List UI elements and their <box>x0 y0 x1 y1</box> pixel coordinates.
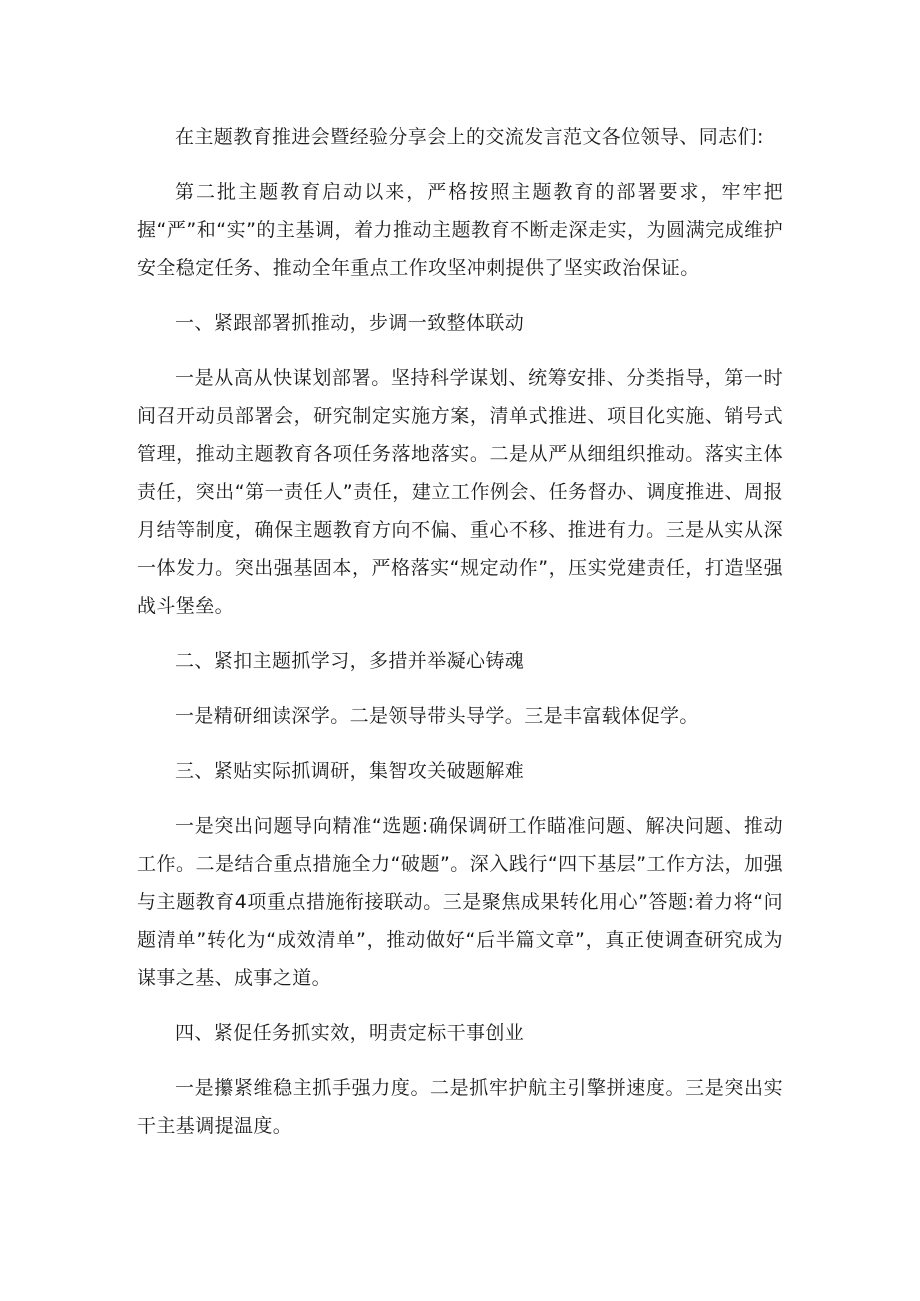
section-body-2: 一是精研细读深学。二是领导带头导学。三是丰富载体促学。 <box>175 705 699 727</box>
section-body-3: 一是突出问题导向精准“选题:确保调研工作瞄准问题、解决问题、推动工作。二是结合重点措施全力“破题”。深入践行“四下基层”工作方法，加强与主题教育4项重点措施衔接联动。三是聚焦成果转化用心”答题:着力将“问题清单”转化为“成效清单”，推动做好“后半篇文章”，真正使调查研究成为谋事之基、成事之道。 <box>137 815 783 989</box>
section-heading-1: 一、紧跟部署抓推动，步调一致整体联动 <box>175 312 525 334</box>
section-heading-3: 三、紧贴实际抓调研，集智攻关破题解难 <box>175 760 525 782</box>
document-body <box>137 118 783 1162</box>
section-body-1: 一是从高从快谋划部署。坚持科学谋划、统筹安排、分类指导，第一时间召开动员部署会，研究制定实施方案，清单式推进、项目化实施、销号式管理，推动主题教育各项任务落地落实。二是从严从细组织推动。落实主体责任，突出“第一责任人”责任，建立工作例会、任务督办、调度推进、周报月结等制度，确保主题教育方向不偏、重心不移、推进有力。三是从实从深一体发力。突出强基固本，严格落实“规定动作”，压实党建责任，打造坚强战斗堡垒。 <box>137 367 783 617</box>
document-title-line: 在主题教育推进会暨经验分享会上的交流发言范文各位领导、同志们: <box>175 126 764 148</box>
intro-paragraph: 第二批主题教育启动以来，严格按照主题教育的部署要求，牢牢把握“严”和“实”的主基调，着力推动主题教育不断走深走实，为圆满完成维护安全稳定任务、推动全年重点工作攻坚冲刺提供了坚实政治保证。 <box>137 181 783 279</box>
section-body-4: 一是攥紧维稳主抓手强力度。二是抓牢护航主引擎拼速度。三是突出实干主基调提温度。 <box>137 1077 783 1137</box>
section-heading-2: 二、紧扣主题抓学习，多措并举凝心铸魂 <box>175 650 525 672</box>
section-heading-4: 四、紧促任务抓实效，明责定标干事创业 <box>175 1022 525 1044</box>
